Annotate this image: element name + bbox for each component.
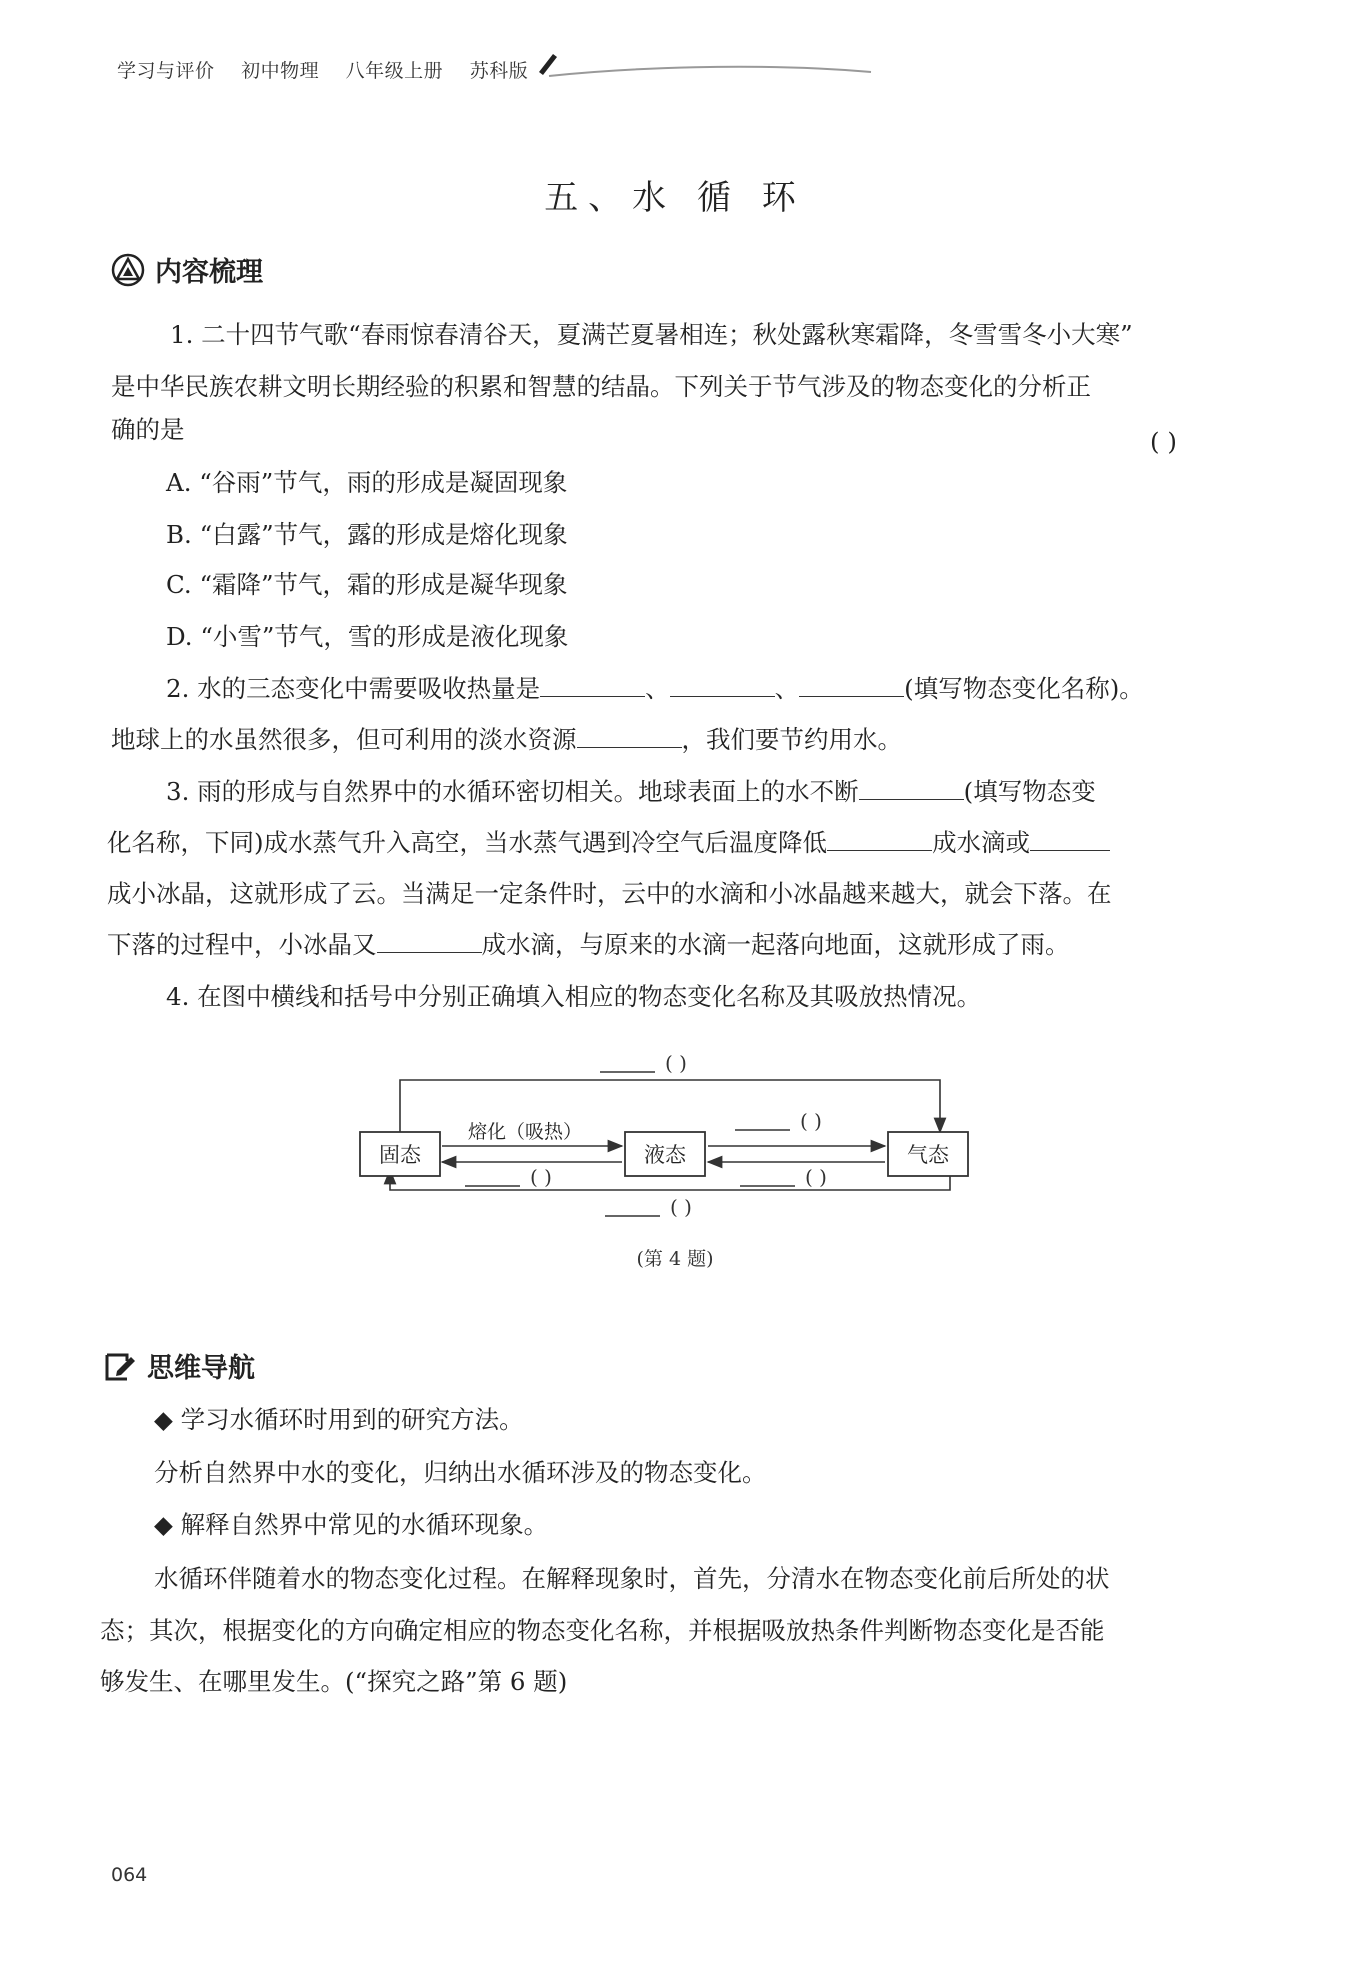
edition-name: 苏科版 (469, 60, 529, 82)
gas-label: 气态 (907, 1143, 949, 1167)
page-number: 064 (111, 1864, 148, 1886)
q1-answer-bracket: ( ) (1150, 427, 1177, 456)
answer-blank (540, 674, 645, 697)
answer-blank (377, 930, 482, 953)
q3-line2: 化名称，下同)成水蒸气升入高空，当水蒸气遇到冷空气后温度降低 成水滴或 (107, 826, 1110, 860)
figure-caption: (第 4 题) (636, 1248, 714, 1270)
melting-label: 熔化（吸热） (468, 1121, 583, 1143)
nav-text-1: 分析自然界中水的变化，归纳出水循环涉及的物态变化。 (154, 1458, 767, 1487)
edit-note-icon (103, 1349, 137, 1383)
section-heading-content: 内容梳理 (111, 250, 263, 289)
answer-blank (577, 725, 682, 748)
triangle-badge-icon (111, 253, 145, 287)
phase-change-diagram (350, 1040, 1000, 1230)
nav-bullet-2: ◆ 解释自然界中常见的水循环现象。 (154, 1510, 549, 1539)
section-heading-thinking: 思维导航 (103, 1346, 255, 1385)
nav-paragraph-line1: 水循环伴随着水的物态变化过程。在解释现象时，首先，分清水在物态变化前后所处的状 (154, 1564, 1110, 1593)
answer-blank (799, 674, 904, 697)
solid-label: 固态 (379, 1143, 421, 1167)
running-head (117, 56, 548, 83)
q2-line1: 2. 水的三态变化中需要吸收热量是 、 、 (填写物态变化名称)。 (166, 674, 1144, 703)
paren-left-lower: ( ) (530, 1165, 552, 1189)
nav-paragraph-line3: 够发生、在哪里发生。(“探究之路”第 6 题) (100, 1667, 568, 1696)
series-name: 学习与评价 (117, 60, 215, 82)
answer-blank (859, 777, 964, 800)
q4-text: 4. 在图中横线和括号中分别正确填入相应的物态变化名称及其吸放热情况。 (166, 982, 982, 1011)
answer-blank (670, 674, 775, 697)
paren-right-lower: ( ) (805, 1165, 827, 1189)
paren-right-upper: ( ) (800, 1109, 822, 1133)
q1-option-c: C. “霜降”节气，霜的形成是凝华现象 (166, 570, 568, 599)
q3-line3: 成小冰晶，这就形成了云。当满足一定条件时，云中的水滴和小冰晶越来越大，就会下落。在 (107, 879, 1112, 908)
paren-bottom: ( ) (670, 1195, 692, 1219)
pen-swoosh-icon (535, 50, 875, 80)
q3-line4: 下落的过程中，小冰晶又 成水滴，与原来的水滴一起落向地面，这就形成了雨。 (107, 930, 1070, 959)
q1-line2: 是中华民族农耕文明长期经验的积累和智慧的结晶。下列关于节气涉及的物态变化的分析正 (111, 372, 1091, 401)
answer-blank (827, 828, 932, 851)
page-title: 五、水 循 环 (544, 178, 806, 218)
answer-blank (1030, 828, 1110, 851)
q1-option-b: B. “白露”节气，露的形成是熔化现象 (166, 520, 568, 549)
q2-line2: 地球上的水虽然很多，但可利用的淡水资源 ，我们要节约用水。 (111, 725, 902, 754)
liquid-label: 液态 (644, 1143, 686, 1167)
q1-option-a: A. “谷雨”节气，雨的形成是凝固现象 (166, 468, 568, 497)
q1-option-d: D. “小雪”节气，雪的形成是液化现象 (166, 622, 569, 651)
paren-top: ( ) (665, 1051, 687, 1075)
q1-line3: 确的是 (111, 415, 185, 444)
q3-line1: 3. 雨的形成与自然界中的水循环密切相关。地球表面上的水不断 (填写物态变 (166, 777, 1096, 806)
q1-line1: 1. 二十四节气歌“春雨惊春清谷天，夏满芒夏暑相连；秋处露秋寒霜降，冬雪雪冬小大寒” (170, 320, 1133, 349)
subject-name: 初中物理 (241, 60, 320, 82)
grade-name: 八年级上册 (345, 60, 444, 82)
nav-paragraph-line2: 态；其次，根据变化的方向确定相应的物态变化名称，并根据吸放热条件判断物态变化是否能 (100, 1616, 1105, 1645)
nav-bullet-1: ◆ 学习水循环时用到的研究方法。 (154, 1405, 524, 1434)
